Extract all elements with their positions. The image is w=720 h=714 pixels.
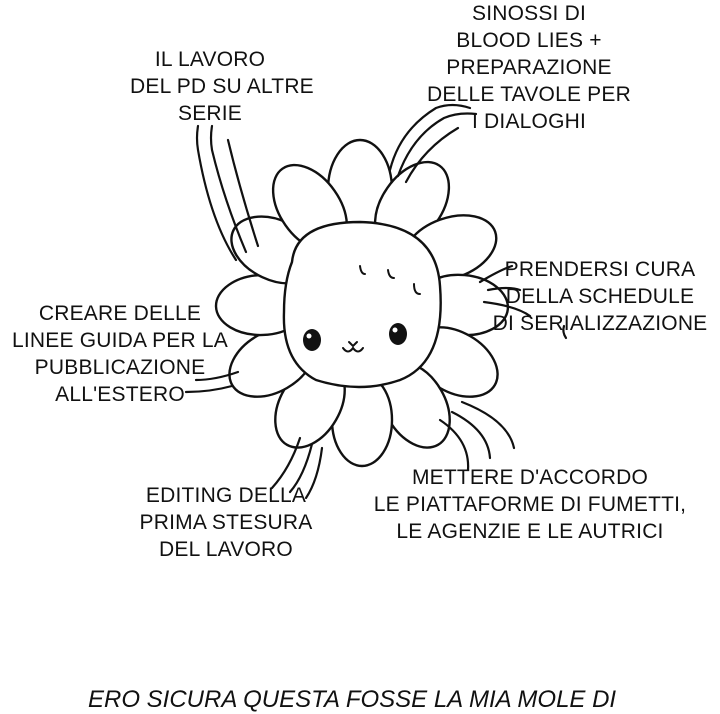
- label-line: EDITING DELLA: [145, 484, 307, 507]
- label-line: METTERE D'ACCORDO: [411, 466, 649, 489]
- label-line: SERIE: [177, 102, 243, 125]
- task-label-synopsis: [420, 0, 638, 135]
- task-label-schedule: [490, 256, 710, 337]
- mascot-face: [284, 222, 441, 387]
- label-line: DELLE TAVOLE PER: [427, 83, 631, 106]
- label-line: CREARE DELLE: [38, 302, 202, 325]
- bottom-caption: ERO SICURA QUESTA FOSSE LA MIA MOLE DI: [88, 686, 617, 713]
- label-line: IL LAVORO: [154, 48, 266, 71]
- label-line: LINEE GUIDA PER LA: [11, 329, 228, 352]
- label-line: PUBBLICAZIONE: [34, 356, 206, 379]
- task-label-pd-series: [130, 46, 314, 127]
- label-line: DELLA SCHEDULE: [505, 285, 695, 308]
- label-line: PRIMA STESURA: [139, 511, 313, 534]
- label-line: SINOSSI DI: [471, 2, 587, 25]
- label-line: PRENDERSI CURA: [504, 258, 696, 281]
- mascot-right-eye: [389, 323, 407, 345]
- label-line: PREPARAZIONE: [446, 56, 612, 79]
- label-line: BLOOD LIES +: [456, 29, 602, 52]
- label-line: LE PIATTAFORME DI FUMETTI,: [373, 493, 687, 516]
- mascot-left-eye: [303, 329, 321, 351]
- label-line: DI SERIALIZZAZIONE: [492, 312, 708, 335]
- label-line: DEL PD SU ALTRE: [130, 75, 314, 98]
- task-label-editing: [126, 482, 326, 563]
- label-line: ALL'ESTERO: [55, 383, 185, 406]
- task-label-agreements: [360, 464, 700, 545]
- label-line: DEL LAVORO: [159, 538, 293, 561]
- label-line: I DIALOGHI: [471, 110, 587, 133]
- label-line: LE AGENZIE E LE AUTRICI: [396, 520, 664, 543]
- task-label-guidelines: [10, 300, 230, 408]
